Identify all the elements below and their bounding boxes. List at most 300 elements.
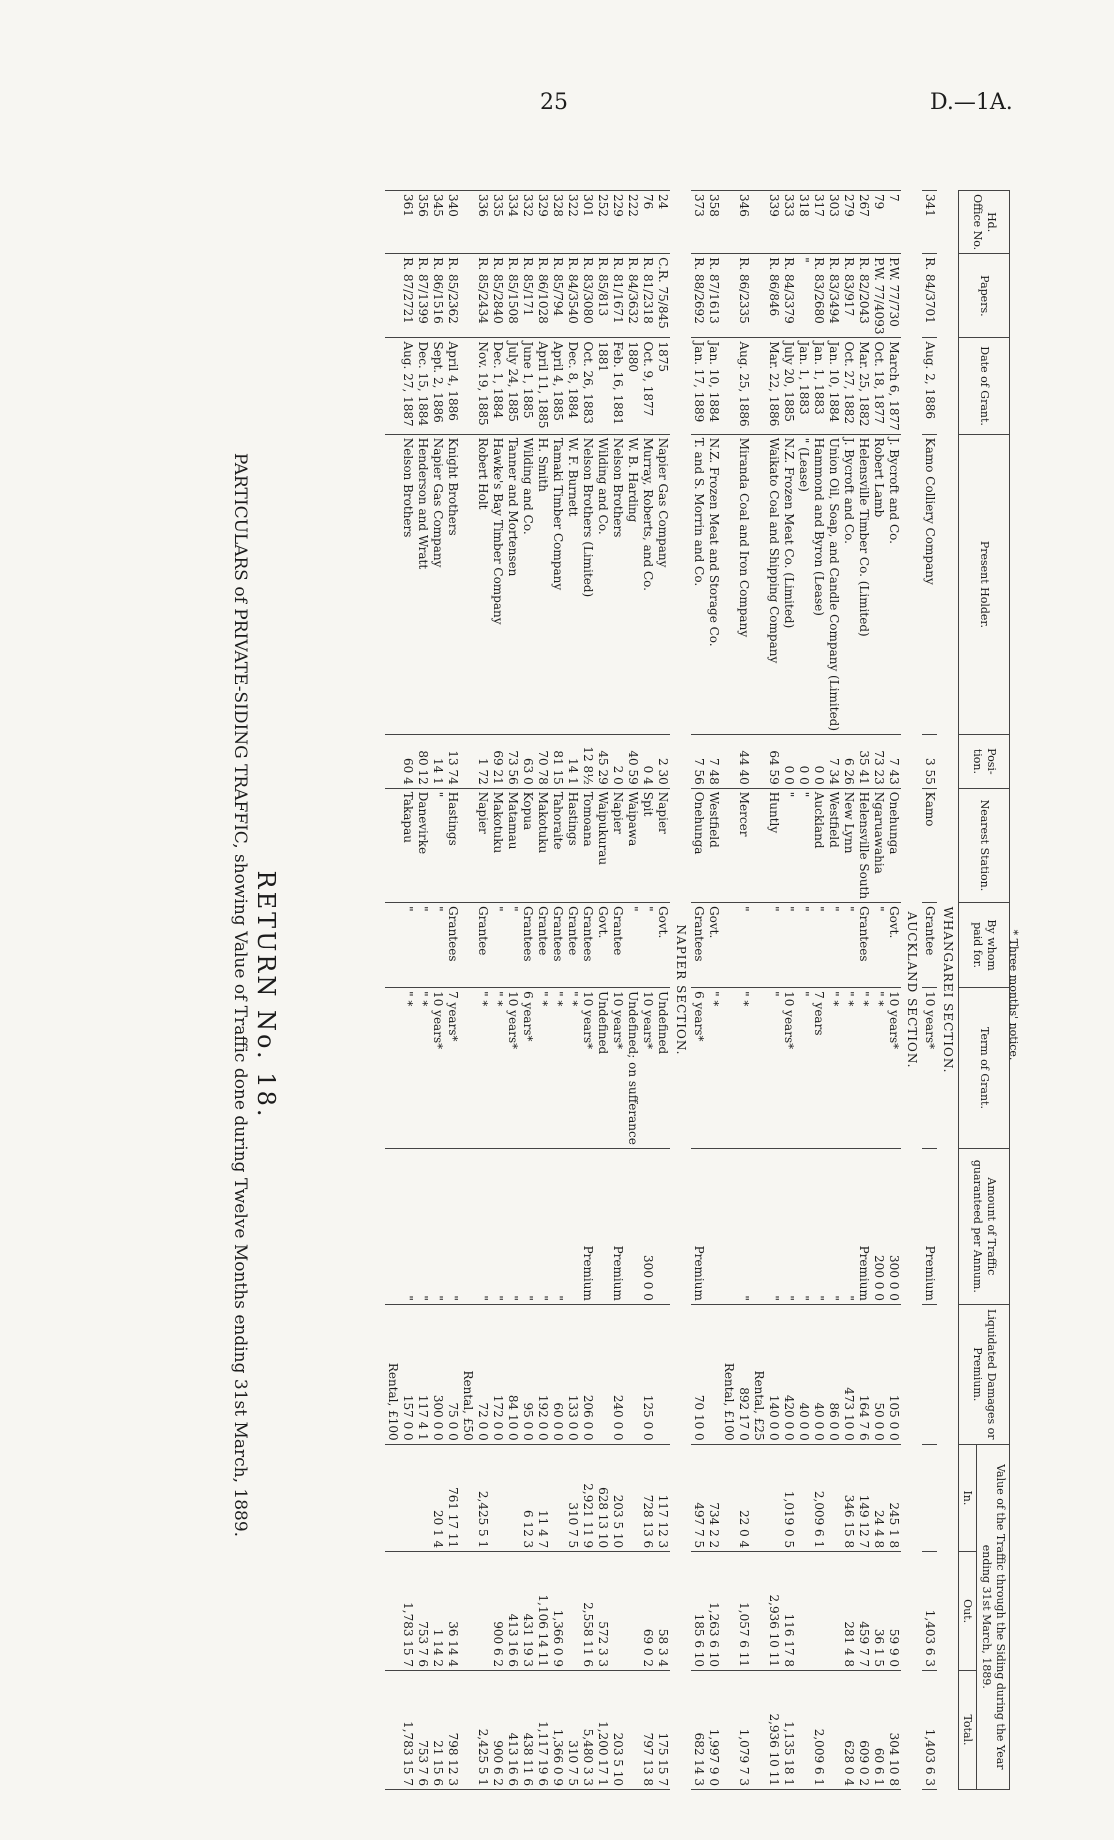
cell-paid-by: [721, 903, 736, 988]
cell-holder: Helensville Timber Co. (Limited): [856, 434, 871, 734]
cell-damages: 892 17 0: [736, 1304, 751, 1444]
cell-damages: 117 4 1: [415, 1304, 430, 1444]
cell-damages: 105 0 0: [886, 1304, 901, 1444]
cell-term: ": [796, 988, 811, 1149]
cell-in: [400, 1444, 415, 1551]
cell-date: Jan. 10, 1884: [826, 338, 841, 434]
cell-paid-by: Grantees: [856, 903, 871, 988]
cell-damages: Rental, £25: [751, 1304, 766, 1444]
table-row: [655, 191, 670, 1790]
cell-guaranteed: ": [736, 1148, 751, 1304]
cell-no: [460, 191, 475, 254]
cell-holder: Nelson Brothers (Limited): [580, 434, 595, 734]
cell-damages: 133 0 0: [565, 1304, 580, 1444]
cell-position: 81 15: [550, 735, 565, 789]
table-row: [565, 191, 580, 1790]
return-subtitle: PARTICULARS of PRIVATE-SIDING TRAFFIC, showing Value of Traffic done during Twelve Months ending 31st March, 1889.: [230, 452, 250, 1538]
cell-station: Napier: [475, 788, 490, 902]
cell-date: Jan. 17, 1889: [691, 338, 706, 434]
cell-total: 798 12 3: [445, 1671, 460, 1790]
table-row: [922, 191, 937, 1790]
cell-station: Kopua: [520, 788, 535, 902]
cell-guaranteed: [706, 1148, 721, 1304]
table-row: [550, 191, 565, 1790]
cell-guaranteed: ": [781, 1148, 796, 1304]
cell-in: [415, 1444, 430, 1551]
cell-out: 185 6 10: [691, 1552, 706, 1671]
cell-holder: W. B. Harding: [625, 434, 640, 734]
cell-date: Feb. 16, 1881: [610, 338, 625, 434]
cell-holder: Henderson and Wratt: [415, 434, 430, 734]
cell-total: 175 15 7: [655, 1671, 670, 1790]
cell-station: Waipukurau: [595, 788, 610, 902]
cell-term: " *: [565, 988, 580, 1149]
cell-paid-by: Grantee: [475, 903, 490, 988]
document-reference: D.—1A.: [930, 90, 1013, 115]
cell-in: [922, 1444, 937, 1551]
cell-term: " *: [490, 988, 505, 1149]
table-row: [475, 191, 490, 1790]
cell-paid-by: ": [415, 903, 430, 988]
cell-holder: [460, 434, 475, 734]
cell-guaranteed: ": [445, 1148, 460, 1304]
cell-station: Westfield: [826, 788, 841, 902]
table-row: [385, 191, 400, 1790]
cell-total: 438 11 6: [520, 1671, 535, 1790]
cell-papers: R. 83/3494: [826, 254, 841, 338]
cell-no: 361: [400, 191, 415, 254]
cell-term: " *: [415, 988, 430, 1149]
cell-guaranteed: [655, 1148, 670, 1304]
cell-in: [721, 1444, 736, 1551]
cell-position: 14 1: [565, 735, 580, 789]
cell-damages: Rental, £100: [385, 1304, 400, 1444]
cell-position: 7 48: [706, 735, 721, 789]
cell-no: 279: [841, 191, 856, 254]
cell-paid-by: [460, 903, 475, 988]
cell-paid-by: ": [640, 903, 655, 988]
table-row: [595, 191, 610, 1790]
cell-in: 761 17 11: [445, 1444, 460, 1551]
cell-damages: 157 0 0: [400, 1304, 415, 1444]
cell-date: [460, 338, 475, 434]
table-row: [640, 191, 655, 1790]
cell-papers: P.W. 77/730: [886, 254, 901, 338]
cell-paid-by: ": [400, 903, 415, 988]
cell-total: 1,079 7 3: [736, 1671, 751, 1790]
cell-damages: 140 0 0: [766, 1304, 781, 1444]
cell-damages: 40 0 0: [811, 1304, 826, 1444]
cell-damages: 86 0 0: [826, 1304, 841, 1444]
cell-no: 346: [736, 191, 751, 254]
cell-damages: 84 10 0: [505, 1304, 520, 1444]
cell-date: March 6, 1877: [886, 338, 901, 434]
cell-no: 322: [565, 191, 580, 254]
cell-date: [385, 338, 400, 434]
section-heading: AUCKLAND SECTION.: [904, 911, 919, 1069]
cell-station: Ngaruawahia: [871, 788, 886, 902]
cell-paid-by: Grantees: [445, 903, 460, 988]
table-row: [871, 191, 886, 1790]
cell-no: 334: [505, 191, 520, 254]
cell-papers: ": [796, 254, 811, 338]
cell-guaranteed: ": [550, 1148, 565, 1304]
cell-station: [460, 788, 475, 902]
cell-holder: Miranda Coal and Iron Company: [736, 434, 751, 734]
cell-position: 14 1: [430, 735, 445, 789]
cell-damages: 240 0 0: [610, 1304, 625, 1444]
cell-date: [751, 338, 766, 434]
cell-papers: [460, 254, 475, 338]
cell-position: 63 0: [520, 735, 535, 789]
cell-damages: [595, 1304, 610, 1444]
cell-guaranteed: 300 0 0: [886, 1148, 901, 1304]
cell-position: 13 74: [445, 735, 460, 789]
cell-papers: R. 85/171: [520, 254, 535, 338]
cell-station: Huntly: [766, 788, 781, 902]
cell-no: 345: [430, 191, 445, 254]
cell-holder: Murray, Roberts, and Co.: [640, 434, 655, 734]
cell-in: 149 12 7: [856, 1444, 871, 1551]
table-row: [796, 191, 811, 1790]
cell-station: Napier: [610, 788, 625, 902]
cell-date: Dec. 15, 1884: [415, 338, 430, 434]
cell-holder: H. Smith: [535, 434, 550, 734]
cell-papers: R. 86/1028: [535, 254, 550, 338]
cell-damages: 72 0 0: [475, 1304, 490, 1444]
cell-no: 329: [535, 191, 550, 254]
cell-holder: [751, 434, 766, 734]
cell-papers: C.R. 75/845: [655, 254, 670, 338]
cell-damages: 192 0 0: [535, 1304, 550, 1444]
cell-station: Mercer: [736, 788, 751, 902]
cell-holder: Robert Lamb: [871, 434, 886, 734]
cell-total: 413 16 6: [505, 1671, 520, 1790]
cell-position: 7 56: [691, 735, 706, 789]
cell-in: 346 15 8: [841, 1444, 856, 1551]
cell-no: 336: [475, 191, 490, 254]
table-row: [736, 191, 751, 1790]
cell-out: 2,936 10 11: [766, 1552, 781, 1671]
cell-no: 76: [640, 191, 655, 254]
cell-out: 1 14 2: [430, 1552, 445, 1671]
cell-total: 797 13 8: [640, 1671, 655, 1790]
cell-station: Napier: [655, 788, 670, 902]
cell-papers: R. 84/3701: [922, 254, 937, 338]
cell-station: Takapau: [400, 788, 415, 902]
cell-date: Oct. 26, 1883: [580, 338, 595, 434]
cell-papers: R. 86/1516: [430, 254, 445, 338]
cell-paid-by: Grantee: [535, 903, 550, 988]
cell-date: Jan. 10, 1884: [706, 338, 721, 434]
table-row: [706, 191, 721, 1790]
cell-term: " *: [856, 988, 871, 1149]
col-station: Nearest Station.: [958, 788, 1009, 902]
cell-damages: 125 0 0: [640, 1304, 655, 1444]
cell-damages: 420 0 0: [781, 1304, 796, 1444]
cell-paid-by: Grantees: [580, 903, 595, 988]
cell-holder: " (Lease): [796, 434, 811, 734]
table-row: [826, 191, 841, 1790]
cell-position: 45 29: [595, 735, 610, 789]
cell-holder: Napier Gas Company: [430, 434, 445, 734]
cell-holder: Hammond and Byron (Lease): [811, 434, 826, 734]
cell-total: [721, 1671, 736, 1790]
return-title: RETURN No. 18.: [252, 870, 280, 1120]
cell-date: Dec. 1, 1884: [490, 338, 505, 434]
cell-total: [796, 1671, 811, 1790]
col-date: Date of Grant.: [958, 338, 1009, 434]
cell-no: 356: [415, 191, 430, 254]
cell-date: 1875: [655, 338, 670, 434]
cell-date: April 11, 1885: [535, 338, 550, 434]
cell-station: Helensville South: [856, 788, 871, 902]
cell-no: 267: [856, 191, 871, 254]
cell-guaranteed: ": [535, 1148, 550, 1304]
cell-total: [460, 1671, 475, 1790]
cell-total: 1,135 18 1: [781, 1671, 796, 1790]
cell-term: " *: [475, 988, 490, 1149]
cell-in: 2,009 6 1: [811, 1444, 826, 1551]
cell-out: 1,403 6 3: [922, 1552, 937, 1671]
cell-out: [475, 1552, 490, 1671]
cell-position: 44 40: [736, 735, 751, 789]
table-row: [721, 191, 736, 1790]
cell-papers: R. 85/2840: [490, 254, 505, 338]
cell-station: Hastings: [445, 788, 460, 902]
cell-guaranteed: ": [430, 1148, 445, 1304]
cell-in: [550, 1444, 565, 1551]
page-header: [0, 0, 1114, 140]
cell-in: 1,019 0 5: [781, 1444, 796, 1551]
table-row: [856, 191, 871, 1790]
col-guaranteed: Amount of Traffic guaranteed per Annum.: [958, 1148, 1009, 1304]
cell-term: " *: [535, 988, 550, 1149]
cell-no: 229: [610, 191, 625, 254]
cell-date: July 24, 1885: [505, 338, 520, 434]
cell-paid-by: ": [796, 903, 811, 988]
cell-holder: [385, 434, 400, 734]
cell-holder: [721, 434, 736, 734]
cell-date: July 20, 1885: [781, 338, 796, 434]
cell-date: Dec. 8, 1884: [565, 338, 580, 434]
col-total: Total.: [958, 1671, 977, 1790]
cell-papers: R. 87/1613: [706, 254, 721, 338]
cell-guaranteed: [385, 1148, 400, 1304]
cell-holder: Knight Brothers: [445, 434, 460, 734]
col-value-group: Value of the Traffic through the Siding during the Year ending 31st March, 1889.: [977, 1444, 1010, 1789]
cell-paid-by: Grantee: [565, 903, 580, 988]
cell-in: [625, 1444, 640, 1551]
cell-no: [721, 191, 736, 254]
cell-papers: R. 81/1671: [610, 254, 625, 338]
cell-total: [751, 1671, 766, 1790]
cell-paid-by: Grantees: [550, 903, 565, 988]
cell-total: 900 6 2: [490, 1671, 505, 1790]
cell-damages: 95 0 0: [520, 1304, 535, 1444]
cell-no: 318: [796, 191, 811, 254]
col-papers: Papers.: [958, 254, 1009, 338]
cell-holder: W. F. Burnett: [565, 434, 580, 734]
cell-out: 753 7 6: [415, 1552, 430, 1671]
cell-total: [385, 1671, 400, 1790]
cell-out: 2,558 11 6: [580, 1552, 595, 1671]
cell-position: 3 55: [922, 735, 937, 789]
cell-total: 682 14 3: [691, 1671, 706, 1790]
cell-in: [796, 1444, 811, 1551]
cell-in: [766, 1444, 781, 1551]
cell-holder: Wilding and Co.: [595, 434, 610, 734]
cell-no: [751, 191, 766, 254]
cell-station: Spit: [640, 788, 655, 902]
col-position: Posi- tion.: [958, 735, 1009, 789]
cell-papers: R. 84/3632: [625, 254, 640, 338]
cell-position: 2 30: [655, 735, 670, 789]
cell-no: 332: [520, 191, 535, 254]
col-paid-by: By whom paid for.: [958, 903, 1009, 988]
cell-out: [625, 1552, 640, 1671]
table-row: [811, 191, 826, 1790]
cell-no: 333: [781, 191, 796, 254]
section-heading-row: [937, 191, 959, 1790]
cell-no: 79: [871, 191, 886, 254]
cell-station: New Lynn: [841, 788, 856, 902]
cell-holder: Robert Holt: [475, 434, 490, 734]
traffic-table: [385, 190, 1010, 1790]
cell-in: 734 2 2: [706, 1444, 721, 1551]
cell-position: 73 23: [871, 735, 886, 789]
cell-date: Sept. 2, 1886: [430, 338, 445, 434]
cell-papers: R. 83/917: [841, 254, 856, 338]
cell-position: [385, 735, 400, 789]
table-row: [781, 191, 796, 1790]
cell-no: 303: [826, 191, 841, 254]
cell-damages: 164 7 6: [856, 1304, 871, 1444]
cell-damages: 50 0 0: [871, 1304, 886, 1444]
cell-out: 69 0 2: [640, 1552, 655, 1671]
cell-position: 2 0: [610, 735, 625, 789]
cell-damages: 70 10 0: [691, 1304, 706, 1444]
cell-no: 24: [655, 191, 670, 254]
cell-total: 1,117 19 6: [535, 1671, 550, 1790]
cell-position: 64 59: [766, 735, 781, 789]
cell-total: 2,009 6 1: [811, 1671, 826, 1790]
cell-station: Kamo: [922, 788, 937, 902]
cell-date: June 1, 1885: [520, 338, 535, 434]
cell-date: [721, 338, 736, 434]
cell-out: [610, 1552, 625, 1671]
cell-total: 304 10 8: [886, 1671, 901, 1790]
cell-guaranteed: [460, 1148, 475, 1304]
cell-in: [385, 1444, 400, 1551]
cell-total: 1,783 15 7: [400, 1671, 415, 1790]
cell-paid-by: ": [736, 903, 751, 988]
cell-term: 7 years: [811, 988, 826, 1149]
cell-guaranteed: ": [490, 1148, 505, 1304]
cell-damages: 60 0 0: [550, 1304, 565, 1444]
cell-damages: 172 0 0: [490, 1304, 505, 1444]
cell-station: ": [796, 788, 811, 902]
cell-term: " *: [400, 988, 415, 1149]
cell-date: Mar. 25, 1882: [856, 338, 871, 434]
cell-total: 310 7 5: [565, 1671, 580, 1790]
cell-guaranteed: Premium: [580, 1148, 595, 1304]
cell-total: 1,200 17 1: [595, 1671, 610, 1790]
cell-term: 6 years*: [520, 988, 535, 1149]
cell-out: [811, 1552, 826, 1671]
cell-station: Auckland: [811, 788, 826, 902]
cell-papers: R. 88/2692: [691, 254, 706, 338]
cell-no: [385, 191, 400, 254]
cell-term: 10 years*: [781, 988, 796, 1149]
section-heading: NAPIER SECTION.: [673, 924, 688, 1056]
cell-in: 203 5 10: [610, 1444, 625, 1551]
cell-papers: R. 87/2721: [400, 254, 415, 338]
cell-out: 1,783 15 7: [400, 1552, 415, 1671]
cell-station: ": [781, 788, 796, 902]
cell-holder: T. and S. Morrin and Co.: [691, 434, 706, 734]
cell-station: Tahoraite: [550, 788, 565, 902]
table-body: [385, 191, 959, 1790]
cell-paid-by: Govt.: [706, 903, 721, 988]
cell-in: [505, 1444, 520, 1551]
cell-term: " *: [841, 988, 856, 1149]
col-term: Term of Grant.: [958, 988, 1009, 1149]
cell-in: [751, 1444, 766, 1551]
cell-term: 7 years*: [445, 988, 460, 1149]
cell-station: Waipawa: [625, 788, 640, 902]
section-heading-row: [901, 191, 922, 1790]
cell-holder: Union Oil, Soap, and Candle Company (Limited): [826, 434, 841, 734]
cell-papers: R. 87/1399: [415, 254, 430, 338]
cell-position: 6 26: [841, 735, 856, 789]
cell-papers: P.W. 77/4093: [871, 254, 886, 338]
table-row: [580, 191, 595, 1790]
cell-term: " *: [871, 988, 886, 1149]
cell-in: 6 12 3: [520, 1444, 535, 1551]
col-hd-office: Hd. Office No.: [958, 191, 1009, 254]
cell-total: 60 6 1: [871, 1671, 886, 1790]
cell-paid-by: Grantee: [922, 903, 937, 988]
cell-out: 1,057 6 11: [736, 1552, 751, 1671]
cell-term: [385, 988, 400, 1149]
cell-in: [826, 1444, 841, 1551]
table-row: [460, 191, 475, 1790]
cell-papers: [385, 254, 400, 338]
cell-out: 1,263 6 10: [706, 1552, 721, 1671]
cell-damages: [706, 1304, 721, 1444]
cell-station: [721, 788, 736, 902]
cell-papers: R. 81/2318: [640, 254, 655, 338]
table-row: [691, 191, 706, 1790]
col-out: Out.: [958, 1552, 977, 1671]
cell-total: 21 15 6: [430, 1671, 445, 1790]
cell-paid-by: ": [505, 903, 520, 988]
cell-date: Aug. 27, 1887: [400, 338, 415, 434]
cell-holder: Hawke's Bay Timber Company: [490, 434, 505, 734]
cell-paid-by: ": [766, 903, 781, 988]
cell-in: 628 13 10: [595, 1444, 610, 1551]
cell-term: 10 years*: [610, 988, 625, 1149]
cell-station: Makotuku: [490, 788, 505, 902]
cell-position: 69 21: [490, 735, 505, 789]
table-row: [766, 191, 781, 1790]
cell-in: 2,425 5 1: [475, 1444, 490, 1551]
table-header: [958, 191, 1009, 1790]
cell-date: Oct. 9, 1877: [640, 338, 655, 434]
cell-paid-by: [385, 903, 400, 988]
cell-term: " *: [826, 988, 841, 1149]
